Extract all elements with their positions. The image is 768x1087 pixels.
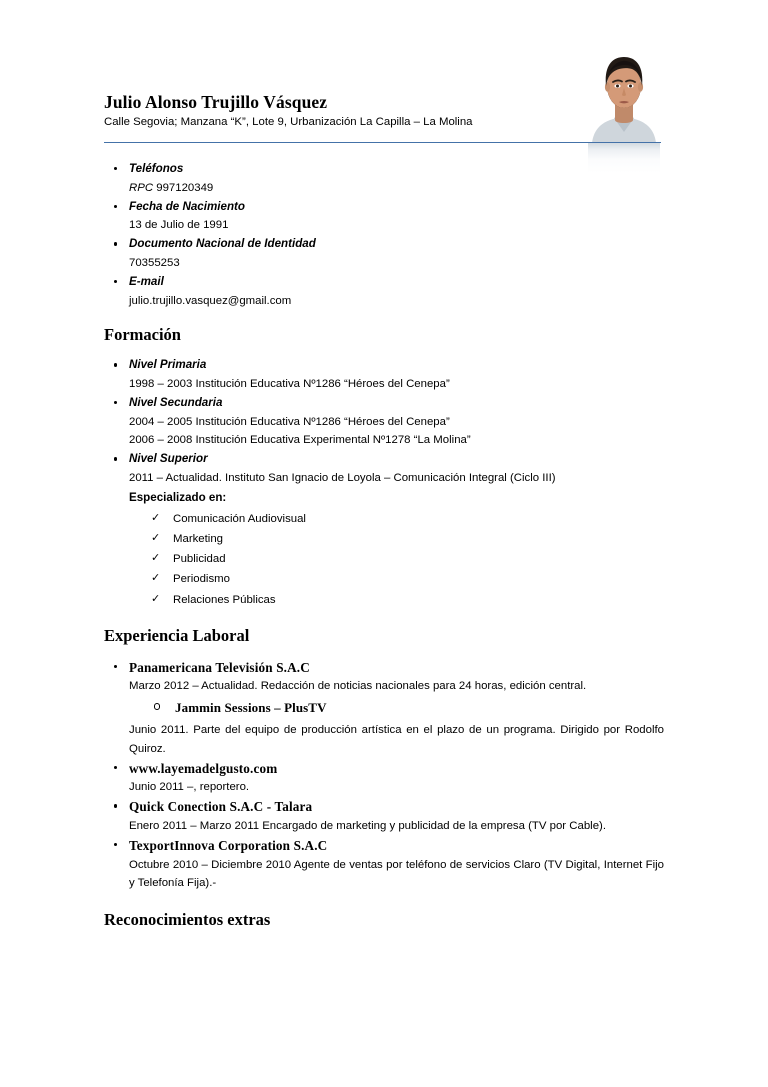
list-item	[129, 569, 664, 589]
list-item	[104, 356, 664, 394]
check-icon: ✓	[151, 552, 161, 565]
formacion-label: Nivel Superior	[129, 452, 208, 466]
contact-value: 13 de Julio de 1991	[129, 219, 229, 232]
list-item	[104, 658, 664, 759]
section-heading-formacion: Formación	[104, 325, 181, 345]
list-item	[104, 394, 664, 450]
list-item	[104, 160, 664, 198]
list-item	[104, 759, 664, 798]
contact-label: E-mail	[129, 274, 164, 288]
formacion-list	[104, 356, 664, 610]
formacion-line: 2006 – 2008 Institución Educativa Experimental Nº1278 “La Molina”	[129, 434, 471, 447]
formacion-line: 2004 – 2005 Institución Educativa Nº1286 “Héroes del Cenepa”	[129, 415, 450, 428]
contact-value	[129, 179, 664, 198]
specialization-list	[129, 509, 664, 610]
experience-subitem-description: Junio 2011. Parte del equipo de producción artística en el plazo de un programa. Dirigido por Rodolfo Quiroz.	[129, 724, 664, 755]
list-item	[129, 590, 664, 610]
list-item	[129, 509, 664, 529]
experience-subitem-list	[129, 696, 664, 721]
list-item	[129, 529, 664, 549]
list-item	[129, 549, 664, 569]
experience-description: Enero 2011 – Marzo 2011 Encargado de marketing y publicidad de la empresa (TV por Cable).	[129, 820, 606, 833]
list-item	[104, 273, 664, 311]
address-line: Calle Segovia; Manzana “K”, Lote 9, Urbanización La Capilla – La Molina	[104, 115, 473, 128]
list-item	[104, 836, 664, 893]
experience-description: Junio 2011 –, reportero.	[129, 781, 250, 794]
specialization-label: Relaciones Públicas	[173, 593, 276, 606]
check-icon: ✓	[151, 592, 161, 605]
check-icon: ✓	[151, 572, 161, 585]
contact-label: Fecha de Nacimiento	[129, 199, 245, 213]
check-icon: ✓	[151, 532, 161, 545]
header-divider	[104, 142, 661, 143]
contact-value-rest: 997120349	[156, 181, 214, 194]
list-item	[104, 450, 664, 610]
experience-title: Quick Conection S.A.C - Talara	[129, 799, 313, 815]
contact-list	[104, 160, 664, 310]
contact-value-prefix: RPC	[129, 181, 154, 194]
contact-label: Teléfonos	[129, 162, 184, 175]
experience-subitem-title: Jammin Sessions – PlusTV	[175, 700, 327, 716]
resume-body	[104, 160, 664, 930]
formacion-line: 2011 – Actualidad. Instituto San Ignacio de Loyola – Comunicación Integral (Ciclo III)	[129, 471, 556, 484]
contact-label: Documento Nacional de Identidad	[129, 237, 316, 251]
especializado-label: Especializado en:	[129, 490, 227, 504]
formacion-label: Nivel Secundaria	[129, 395, 223, 409]
experience-title: www.layemadelgusto.com	[129, 760, 278, 776]
list-item	[104, 797, 664, 836]
specialization-label: Periodismo	[173, 573, 230, 586]
list-item	[129, 696, 664, 721]
list-item	[104, 198, 664, 236]
experience-title: TexportInnova Corporation S.A.C	[129, 837, 328, 853]
specialization-label: Marketing	[173, 533, 224, 546]
specialization-label: Comunicación Audiovisual	[173, 512, 306, 525]
page-title: Julio Alonso Trujillo Vásquez	[104, 92, 328, 112]
experience-description: Octubre 2010 – Diciembre 2010 Agente de ventas por teléfono de servicios Claro (TV Digital, Internet Fijo y Telefonía Fija).-	[129, 858, 664, 890]
section-heading-experiencia: Experiencia Laboral	[104, 625, 250, 645]
resume-header	[104, 92, 664, 130]
specialization-label: Publicidad	[173, 553, 226, 566]
formacion-line: 1998 – 2003 Institución Educativa Nº1286 “Héroes del Cenepa”	[129, 377, 450, 390]
section-heading-reconocimientos: Reconocimientos extras	[104, 910, 271, 930]
check-icon: ✓	[151, 511, 161, 524]
experience-title: Panamericana Televisión S.A.C	[129, 659, 310, 675]
contact-email-value: julio.trujillo.vasquez@gmail.com	[129, 294, 292, 307]
formacion-label: Nivel Primaria	[129, 358, 207, 372]
list-item	[104, 235, 664, 273]
experiencia-list	[104, 658, 664, 894]
experience-description: Marzo 2012 – Actualidad. Redacción de noticias nacionales para 24 horas, edición central.	[129, 680, 587, 693]
contact-value: 70355253	[129, 256, 180, 269]
